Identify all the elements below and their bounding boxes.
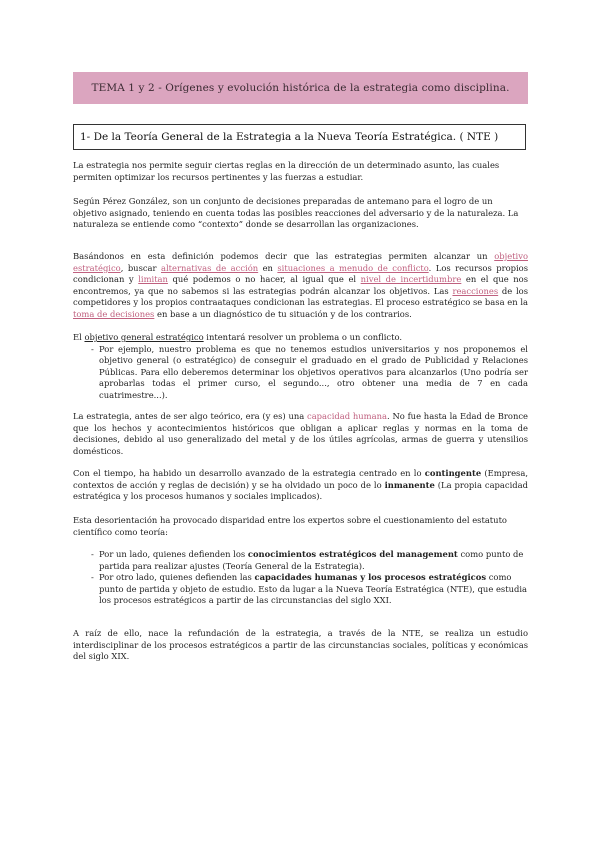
link-toma-de-decisiones[interactable]: toma de decisiones	[73, 308, 155, 319]
bold-contingente: contingente	[424, 468, 482, 478]
link-reacciones[interactable]: reacciones	[452, 285, 499, 296]
link-situaciones-conflicto[interactable]: situaciones a menudo de conflicto	[277, 262, 429, 273]
list-item: - Por ejemplo, nuestro problema es que no tenemos estudios universitarios y nos proponemos el objetivo general (o estratégico) de conseguir el graduado en el grado de Publicidad y Relaciones Públicas. Para ello deberemos determinar los objetivos operativos para alcanzarlos (Uno podría ser aprobarlas todas el primer curso, el segundo..., otro obtener una media de 7 en cada cuatrimestre...).	[91, 343, 528, 400]
paragraph-refoundation: A raíz de ello, nace la refundación de la estrategia, a través de la NTE, se realiza un estudio interdisciplinar de los procesos estratégicos a partir de las circunstancias sociales, políticas y económicas del siglo XIX.	[73, 628, 528, 662]
list-item: - Por otro lado, quienes defienden las capacidades humanas y los procesos estratégicos como punto de partida y objeto de estudio. Esto da lugar a la Nueva Teoría Estratégica (NTE), que estudia los procesos estratégicos a partir de las circunstancias del siglo XXI.	[91, 572, 527, 606]
highlight-capacidad-humana: capacidad humana	[307, 411, 388, 421]
paragraph-intro: La estrategia nos permite seguir ciertas reglas en la dirección de un determinado asunto, las cuales permiten optimizar los recursos pertinentes y las fuerzas a estudiar.	[73, 160, 500, 182]
bold-management: conocimientos estratégicos del management	[247, 549, 458, 559]
theory-list	[73, 549, 528, 607]
topic-title: TEMA 1 y 2 - Orígenes y evolución histórica de la estrategia como disciplina.	[91, 82, 510, 94]
paragraph-objective	[73, 332, 528, 402]
dash-bullet: -	[91, 549, 94, 559]
bold-capacidades: capacidades humanas y los procesos estratégicos	[254, 572, 487, 583]
example-list	[73, 344, 528, 402]
topic-banner	[73, 72, 528, 104]
link-alternativas-de-accion[interactable]: alternativas de acción	[161, 262, 259, 273]
link-objetivo-estrategico[interactable]: objetivo estratégico	[73, 251, 528, 273]
paragraph-development: Con el tiempo, ha habido un desarrollo avanzado de la estrategia centrado en lo contingente (Empresa, contextos de acción y reglas de decisión) y se ha olvidado un poco de lo inmanente (La propia capacidad estratégica y los procesos humanos y sociales implicados).	[73, 468, 529, 502]
link-limitan[interactable]: limitan	[138, 274, 168, 285]
section-heading	[73, 124, 526, 150]
objective-line: El objetivo general estratégico intentará resolver un problema o un conflicto.	[73, 332, 403, 342]
list-item: - Por un lado, quienes defienden los conocimientos estratégicos del management como punto de partida para realizar ajustes (Teoría General de la Estrategia).	[91, 549, 524, 571]
bold-inmanente: inmanente	[384, 479, 435, 490]
dash-bullet: -	[91, 572, 94, 583]
link-nivel-incertidumbre[interactable]: nivel de incertidumbre	[360, 274, 462, 285]
paragraph-strategy: Basándonos en esta definición podemos decir que las estrategias permiten alcanzar un objetivo estratégico, buscar alternativas de acción en situaciones a menudo de conflicto. Los recursos propios condicionan y limitan qué podemos o no hacer, al igual que el nivel de incertidumbre en el que nos encontremos, ya que no sabemos si las estrategias podrán alcanzar los objetivos. Las reacciones de los competidores y los propios contraataques condicionan las estrategias. El proceso estratégico se basa en la toma de decisiones en base a un diagnóstico de tu situación y de los contrarios.	[73, 251, 529, 319]
section-title: 1- De la Teoría General de la Estrategia a la Nueva Teoría Estratégica. ( NTE )	[80, 131, 499, 143]
paragraph-human-capacity: La estrategia, antes de ser algo teórico, era (y es) una capacidad humana. No fue hasta la Edad de Bronce que los hechos y acontecimientos históricos que obligan a aplicar reglas y normas en la toma de decisiones, debido al uso generalizado del metal y de los útiles agrícolas, armas de guerra y utensilios domésticos.	[73, 411, 528, 456]
paragraph-definition: Según Pérez González, son un conjunto de decisiones preparadas de antemano para el logro de un objetivo asignado, teniendo en cuenta todas las posibles reacciones del adversario y de la naturaleza. La naturaleza se entiende como “contexto” donde se desarrollan las organizaciones.	[73, 196, 519, 230]
paragraph-disorientation: Esta desorientación ha provocado disparidad entre los expertos sobre el cuestionamiento del estatuto científico como teoría:	[73, 515, 507, 537]
underlined-term: objetivo general estratégico	[84, 332, 204, 342]
dash-bullet: -	[91, 343, 94, 354]
